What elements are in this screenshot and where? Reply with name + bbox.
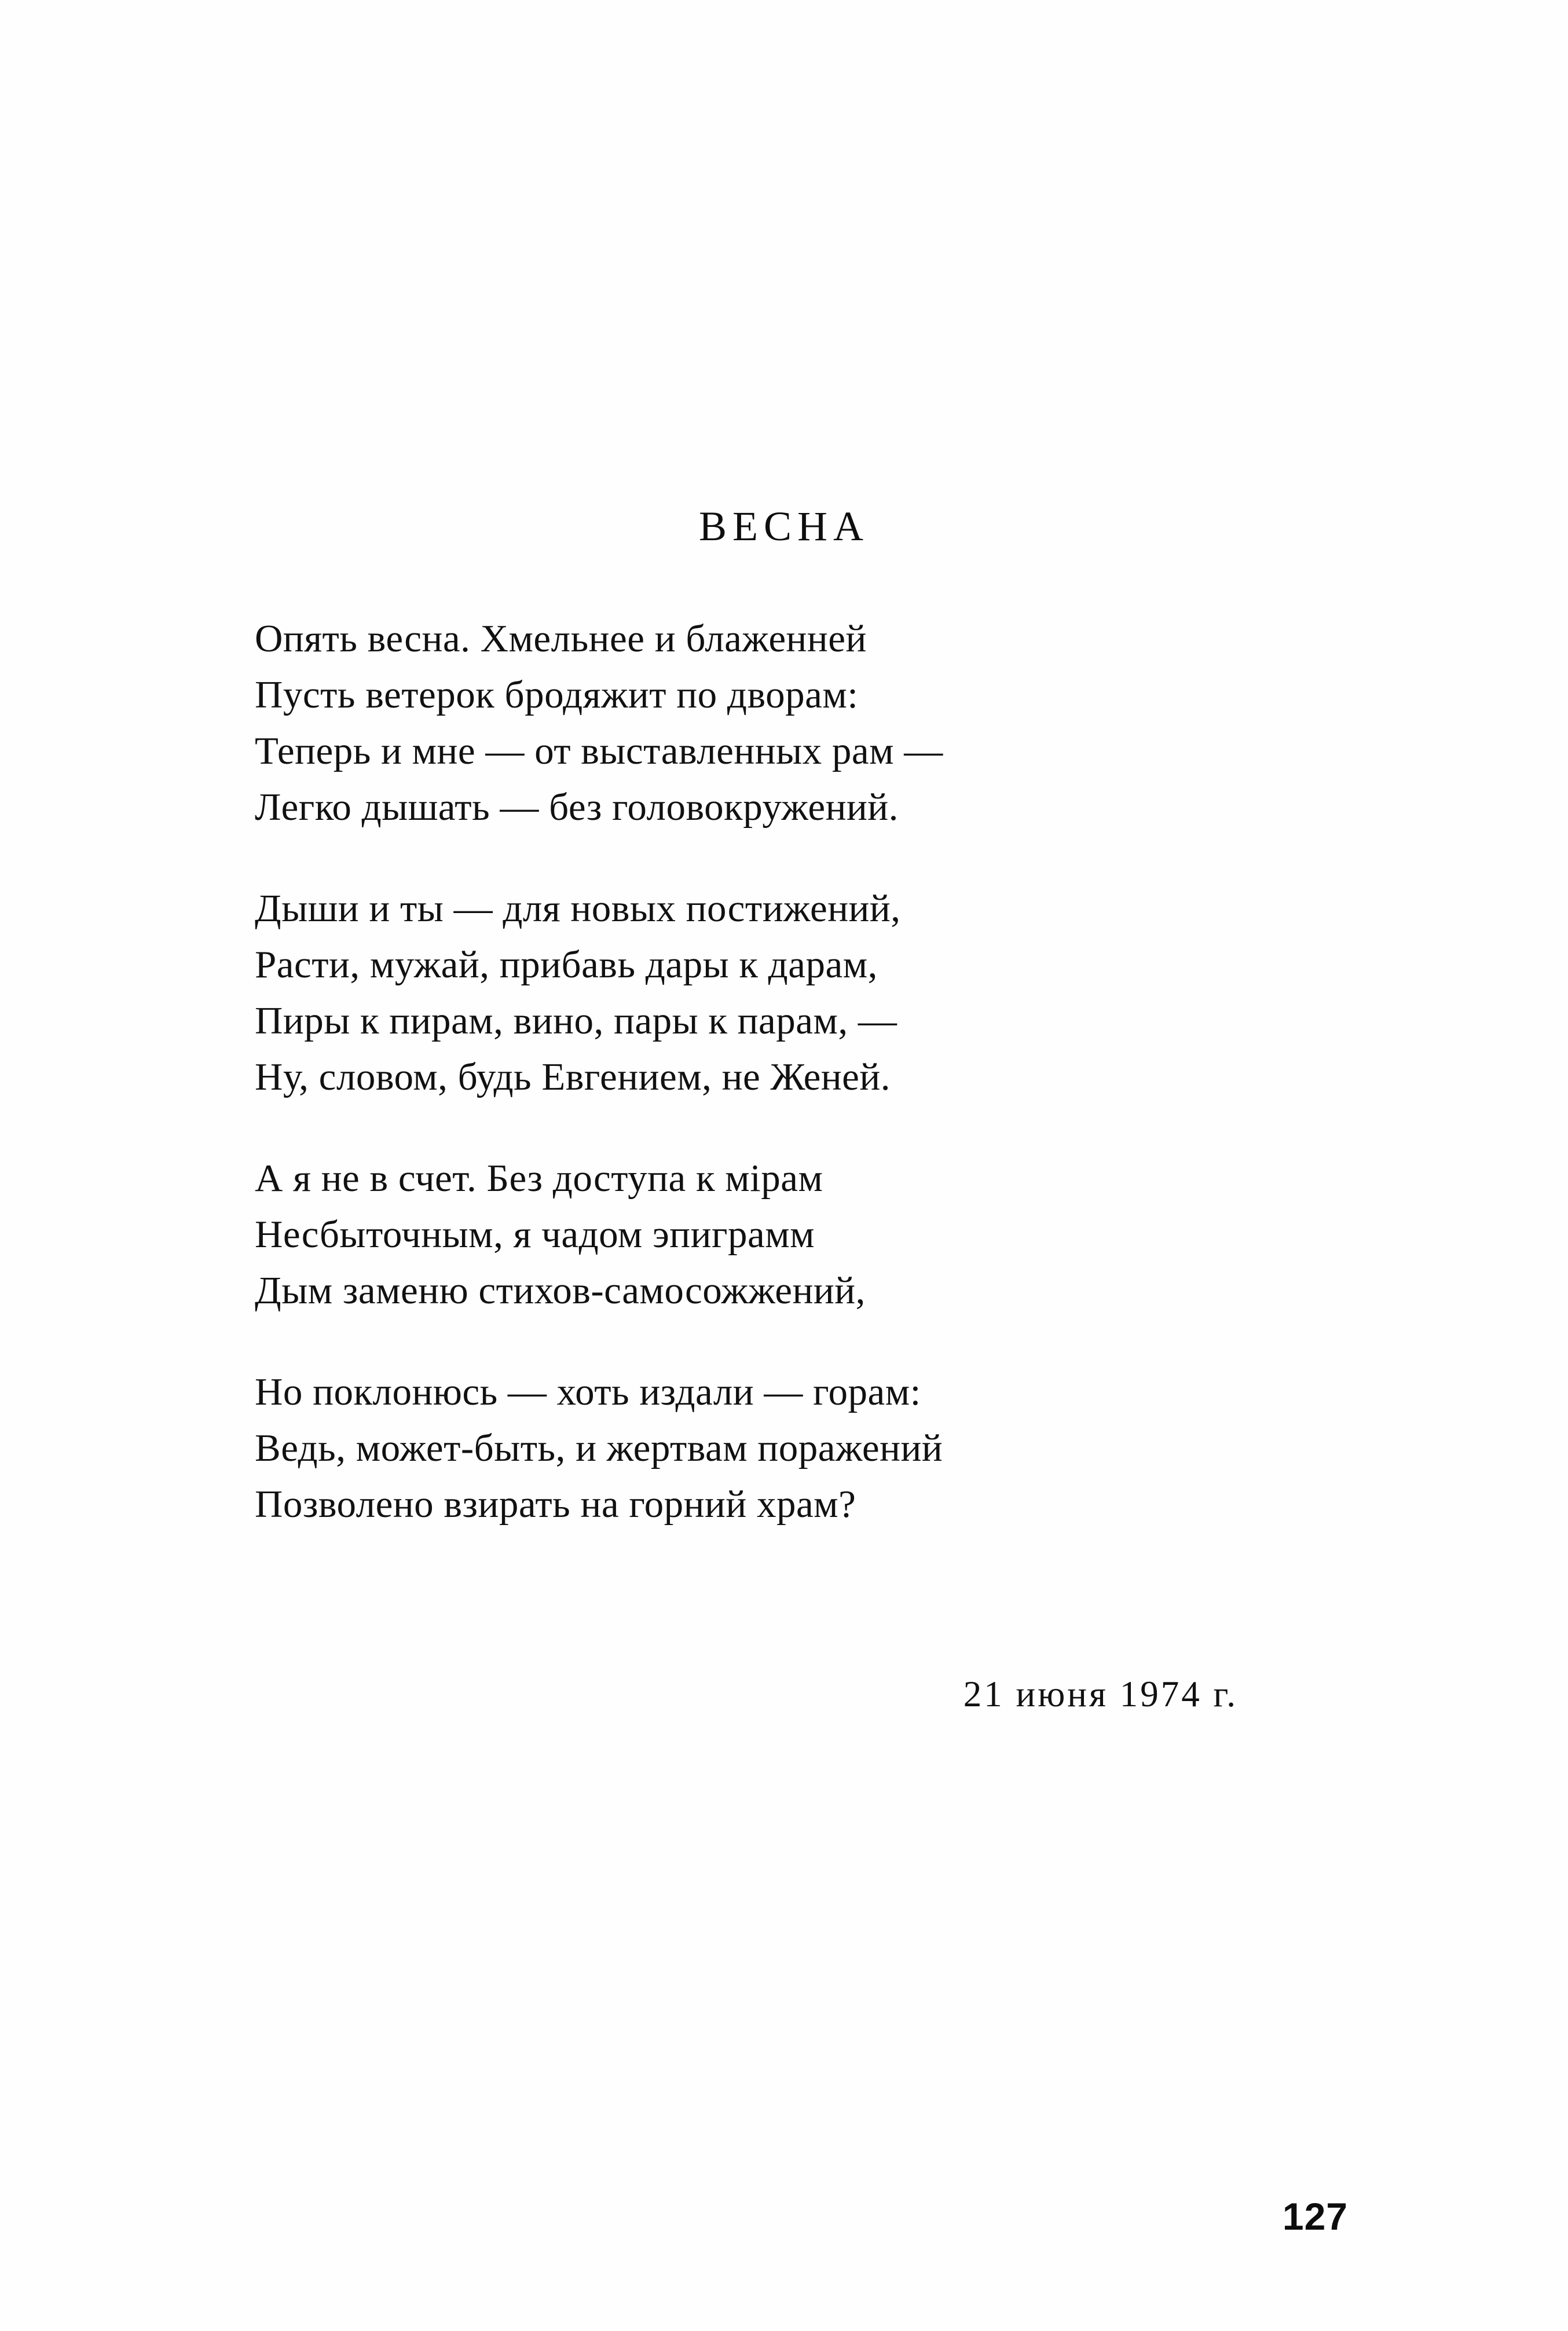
stanza-3 <box>255 1150 1355 1319</box>
stanza-1 <box>255 611 1355 835</box>
poem-line: Пиры к пирам, вино, пары к парам, — <box>255 999 897 1042</box>
poem-line: Ведь, может-быть, и жертвам поражений <box>255 1427 943 1469</box>
poem-line: Расти, мужай, прибавь дары к дарам, <box>255 943 878 986</box>
poem-line: Но поклонюсь — хоть издали — горам: <box>255 1370 921 1413</box>
poem-line: Позволено взирать на горний храм? <box>255 1483 856 1526</box>
poem-line: Дым заменю стихов-самосожжений, <box>255 1269 866 1312</box>
stanza-2 <box>255 881 1355 1105</box>
poem-line: Опять весна. Хмельнее и блаженней <box>255 617 867 660</box>
poem-line: А я не в счет. Без доступа к мiрам <box>255 1157 823 1200</box>
stanza-4 <box>255 1364 1355 1533</box>
page-number: 127 <box>1282 2195 1348 2238</box>
poem-line: Ну, словом, будь Евгением, не Женей. <box>255 1055 891 1098</box>
poem-line: Легко дышать — без головокружений. <box>255 786 899 829</box>
page-title: ВЕСНА <box>698 503 870 550</box>
poem-line: Дыши и ты — для новых постижений, <box>255 887 901 930</box>
poem-line: Пусть ветерок бродяжит по дворам: <box>255 673 859 716</box>
poem-line: Несбыточным, я чадом эпиграмм <box>255 1213 815 1256</box>
poem-line: Теперь и мне — от выставленных рам — <box>255 730 943 772</box>
poem-date: 21 июня 1974 г. <box>963 1674 1238 1714</box>
poem-body <box>255 611 1355 1578</box>
